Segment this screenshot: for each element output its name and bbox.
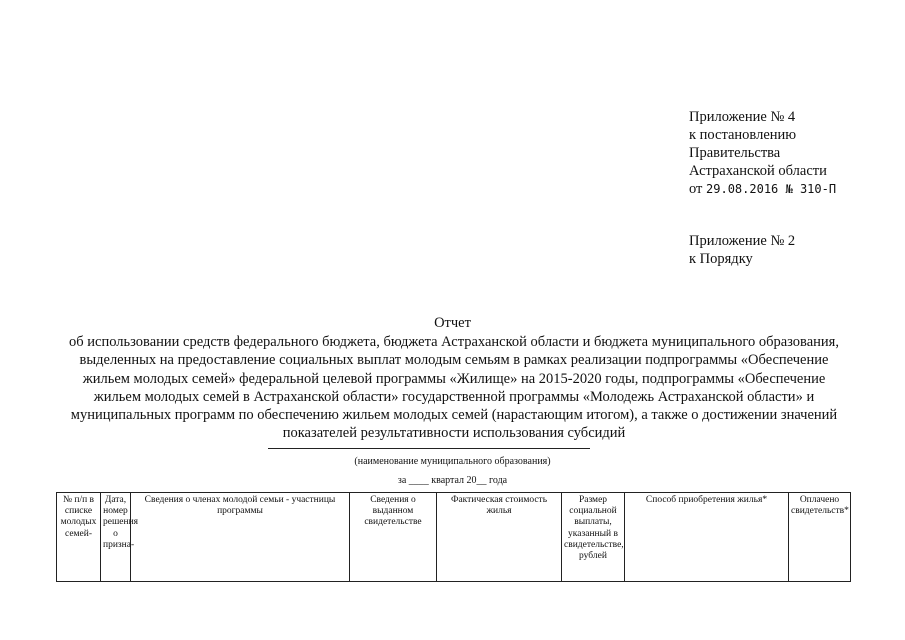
appendix-main-line-1: Приложение № 4 bbox=[689, 109, 796, 125]
col-header-paid-certificates: Оплачено свидетельств* bbox=[789, 493, 851, 582]
resolution-date-number: 29.08.2016 № 310-П bbox=[706, 182, 837, 196]
appendix-main-line-2: к постановлению bbox=[689, 127, 797, 143]
col-header-decision-date: Дата, номер решения о призна- bbox=[101, 493, 131, 582]
municipality-caption: (наименование муниципального образования) bbox=[354, 456, 551, 467]
report-description: об использовании средств федерального бюджета, бюджета Астраханской области и бюджета муниципального образования, выделенных на предоставление социальных выплат молодым семьям в рамках реализации подпрограммы «Обеспечение жильем молодых семей» федеральной целевой программы «Жилище» на 2015-2020 годы, подпрограммы «Обеспечение жильем молодых семей в Астраханской области» государственной программы «Молодежь Астраханской области» и муниципальных программ по обеспечению жильем молодых семей (нарастающим итогом), а также о достижении значений показателей результативности использования субсидий bbox=[69, 334, 839, 442]
table-header-row bbox=[57, 493, 851, 582]
appendix-main-block bbox=[689, 108, 836, 198]
date-prefix: от bbox=[689, 181, 707, 197]
appendix-main-line-4: Астраханской области bbox=[689, 163, 827, 179]
reporting-period: за ____ квартал 20__ года bbox=[397, 475, 508, 486]
col-header-actual-cost: Фактическая стоимость жилья bbox=[437, 493, 562, 582]
report-title: Отчет bbox=[434, 315, 471, 331]
col-header-number: № п/п в списке молодых семей- bbox=[57, 493, 101, 582]
col-header-family-members: Сведения о членах молодой семьи - участницы программы bbox=[131, 493, 350, 582]
appendix-sub-line-2: к Порядку bbox=[689, 251, 753, 267]
appendix-sub-line-1: Приложение № 2 bbox=[689, 233, 796, 249]
appendix-main-line-3: Правительства bbox=[689, 145, 781, 161]
col-header-payment-amount: Размер социальной выплаты, указанный в свидетельстве, рублей bbox=[562, 493, 625, 582]
col-header-certificate-info: Сведения о выданном свидетельстве bbox=[350, 493, 437, 582]
municipality-name-line bbox=[268, 448, 590, 449]
col-header-acquisition-method: Способ приобретения жилья* bbox=[625, 493, 789, 582]
appendix-main-line-5 bbox=[689, 180, 836, 198]
appendix-sub-block bbox=[689, 232, 795, 268]
report-table bbox=[56, 492, 851, 582]
